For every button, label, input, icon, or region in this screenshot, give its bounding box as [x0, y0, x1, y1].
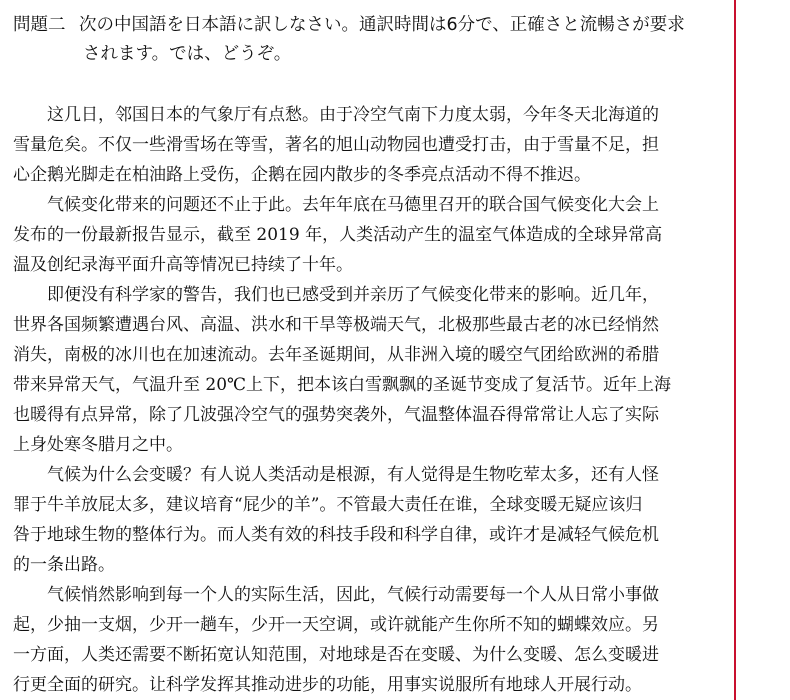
paragraph-2: [13, 190, 733, 280]
paragraph-5: [13, 580, 733, 700]
paragraph-line: 咎于地球生物的整体行为。而人类有效的科技手段和科学自律，或许才是减轻气候危机: [13, 525, 659, 545]
paragraph-1: [13, 100, 733, 190]
paragraph-3: [13, 280, 733, 460]
paragraph-line: 起，少抽一支烟，少开一趟车，少开一天空调，或许就能产生你所不知的蝴蝶效应。另: [13, 615, 659, 635]
paragraph-line: 罪于牛羊放屁太多，建议培育“屁少的羊”。不管最大责任在谁，全球变暖无疑应该归: [13, 495, 643, 515]
paragraph-line: 消失，南极的冰川也在加速流动。去年圣诞期间，从非洲入境的暖空气团给欧洲的希腊: [13, 345, 659, 365]
paragraph-line: 发布的一份最新报告显示，截至 2019 年，人类活动产生的温室气体造成的全球异常高: [13, 225, 663, 245]
question-line-1: [13, 11, 728, 40]
question-heading: [13, 11, 728, 69]
paragraph-line: 一方面，人类还需要不断拓宽认知范围，对地球是否在变暖、为什么变暖、怎么变暖进: [13, 645, 659, 665]
paragraph-line: 行更全面的研究。让科学发挥其推动进步的功能，用事实说服所有地球人开展行动。: [13, 675, 642, 695]
question-label: 問題二: [13, 15, 66, 35]
paragraph-line: 气候为什么会变暖？有人说人类活动是根源，有人觉得是生物吃荤太多，还有人怪: [47, 465, 659, 485]
paragraph-line: 温及创纪录海平面升高等情况已持续了十年。: [13, 255, 353, 275]
chinese-source-text: [13, 100, 733, 700]
paragraph-line: 带来异常天气，气温升至 20℃上下，把本该白雪飘飘的圣诞节变成了复活节。近年上海: [13, 375, 672, 395]
question-instruction-line-1: 次の中国語を日本語に訳しなさい。通訳時間は6分で、正確さと流暢さが要求: [79, 15, 685, 35]
paragraph-line: 这几日，邻国日本的气象厅有点愁。由于冷空气南下力度太弱，今年冬天北海道的: [47, 105, 659, 125]
paragraph-line: 气候变化带来的问题还不止于此。去年年底在马德里召开的联合国气候变化大会上: [47, 195, 659, 215]
paragraph-line: 心企鹅光脚走在柏油路上受伤，企鹅在园内散步的冬季亮点活动不得不推迟。: [13, 165, 591, 185]
paragraph-4: [13, 460, 733, 580]
paragraph-line: 上身处寒冬腊月之中。: [13, 435, 183, 455]
paragraph-line: 也暖得有点异常，除了几波强冷空气的强势突袭外，气温整体温吞得常常让人忘了实际: [13, 405, 659, 425]
paragraph-line: 世界各国频繁遭遇台风、高温、洪水和干旱等极端天气，北极那些最古老的冰已经悄然: [13, 315, 659, 335]
question-instruction-line-2: されます。では、どうぞ。: [83, 44, 292, 64]
paragraph-line: 即便没有科学家的警告，我们也已感受到并亲历了气候变化带来的影响。近几年，: [47, 285, 659, 305]
paragraph-line: 的一条出路。: [13, 555, 115, 575]
paragraph-line: 气候悄然影响到每一个人的实际生活，因此，气候行动需要每一个人从日常小事做: [47, 585, 659, 605]
margin-rule: [734, 0, 736, 700]
paragraph-line: 雪量危矣。不仅一些滑雪场在等雪，著名的旭山动物园也遭受打击，由于雪量不足，担: [13, 135, 659, 155]
